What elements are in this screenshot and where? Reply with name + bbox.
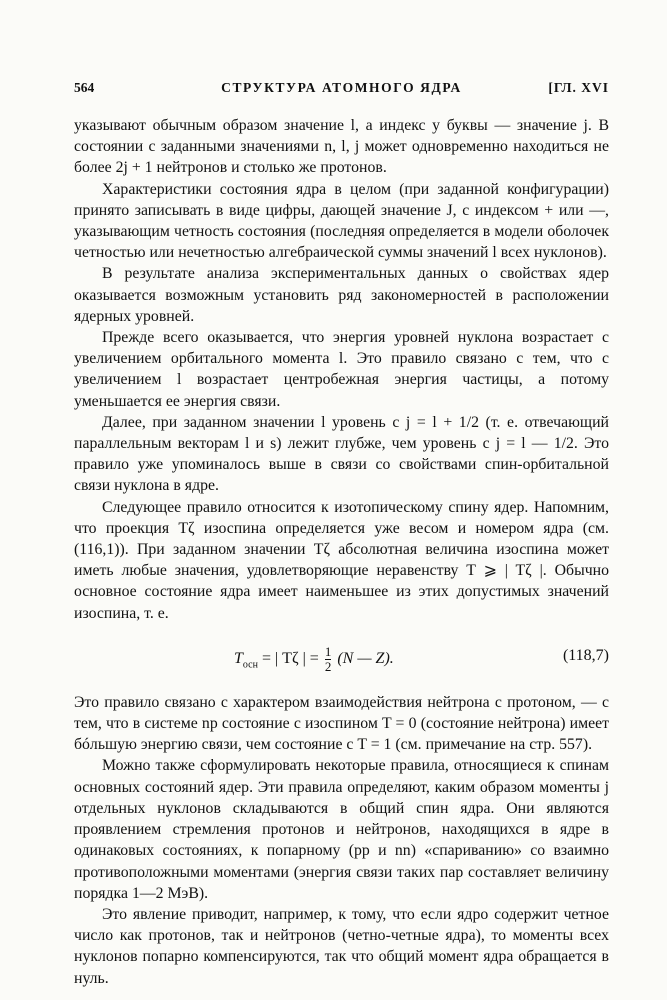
paragraph-9: Это явление приводит, например, к тому, что если ядро содержит четное число как протонов, так и нейтронов (четно-четные ядра), то моменты всех нуклонов попарно компенсируются, так что общий момент ядра обращается в нуль. bbox=[74, 905, 609, 987]
paragraph-4: Прежде всего оказывается, что энергия уровней нуклона возрастает с увеличением орбитального момента l. Это правило связано с тем, что с увеличением l возрастает центробежная энергия частицы, а потому уменьшается ее энергия связи. bbox=[74, 329, 609, 410]
paragraph-7: Это правило связано с характером взаимодействия нейтрона с протоном, — с тем, что в системе np состояние с изоспином T = 0 (состояние нейтрона) имеет бóльшую энергию связи, чем состояние с T = 1 (см. примечание на стр. 557). bbox=[74, 693, 609, 754]
equation-body bbox=[234, 645, 394, 676]
paragraph-1: указывают обычным образом значение l, а индекс у буквы — значение j. В состоянии с заданными значениями n, l, j может одновременно находиться не более 2j + 1 нейтронов и столько же протонов. bbox=[74, 117, 609, 177]
paragraph-2: Характеристики состояния ядра в целом (при заданной конфигурации) принято записывать в виде цифры, дающей значение J, с индексом + или —, указывающим четность состояния (последняя определяется в модели оболочек четностью или нечетностью алгебраической суммы значений l всех нуклонов). bbox=[74, 180, 609, 262]
equation-118-7 bbox=[74, 630, 609, 688]
frac-numerator: 1 bbox=[324, 643, 332, 659]
eq-lhs-sub: осн bbox=[242, 659, 258, 671]
paragraph-6: Следующее правило относится к изотопическому спину ядер. Напомним, что проекция Tζ изоспина определяется уже весом и номером ядра (см. (116,1)). При заданном значении Tζ абсолютная величина изоспина может иметь любые значения, удовлетворяющие неравенству T ⩾ | Tζ |. Обычно основное состояние ядра имеет наименьшее из этих допустимых значений изоспина, т. е. bbox=[74, 498, 609, 622]
eq-lhs: T bbox=[234, 650, 243, 668]
eq-middle: = | Tζ | = bbox=[261, 650, 319, 668]
chapter-label: [ГЛ. XVI bbox=[548, 80, 609, 95]
eq-fraction bbox=[325, 645, 332, 674]
page-header bbox=[74, 80, 609, 102]
paragraph-3: В результате анализа экспериментальных данных о свойствах ядер оказывается возможным установить ряд закономерностей в расположении ядерных уровней. bbox=[74, 265, 609, 325]
paragraph-8: Можно также сформулировать некоторые правила, относящиеся к спинам основных состояний ядер. Эти правила определяют, каким образом моменты j отдельных нуклонов складываются в общий спин ядра. Они являются проявлением стремления протонов и нейтронов, находящихся в ядре в одинаковых состояниях, к попарному (pp и nn) «спариванию» со взаимно противоположными моментами (энергия связи таких пар составляет величину порядка 1—2 МэВ). bbox=[74, 757, 609, 902]
eq-rhs: (N — Z). bbox=[337, 650, 394, 668]
page-number: 564 bbox=[74, 80, 95, 95]
running-title: СТРУКТУРА АТОМНОГО ЯДРА bbox=[221, 80, 462, 95]
equation-number: (118,7) bbox=[562, 646, 609, 664]
body-text bbox=[74, 115, 609, 989]
frac-denominator: 2 bbox=[324, 658, 332, 674]
paragraph-5: Далее, при заданном значении l уровень с j = l + 1/2 (т. е. отвечающий параллельным векторам l и s) лежит глубже, чем уровень с j = l — 1/2. Это правило уже упоминалось выше в связи со свойствами спин-орбитальной связи нуклона в ядре. bbox=[74, 413, 609, 495]
